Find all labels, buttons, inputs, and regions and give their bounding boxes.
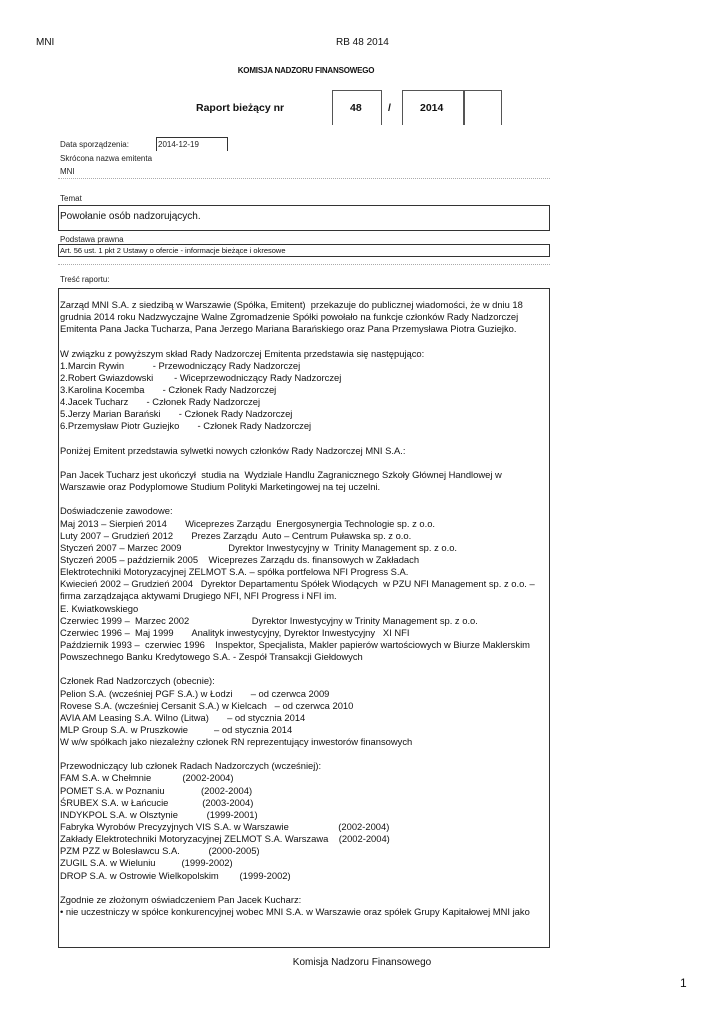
content-line: ZUGIL S.A. w Wieluniu (1999-2002) [60,857,233,869]
content-line: Członek Rad Nadzorczych (obecnie): [60,675,215,687]
legal-label: Podstawa prawna [60,235,124,244]
report-content [58,288,550,948]
content-line: PZM PZZ w Bolesławcu S.A. (2000-2005) [60,845,260,857]
date-value: 2014-12-19 [158,140,199,149]
content-line: FAM S.A. w Chełmnie (2002-2004) [60,772,234,784]
topic-label: Temat [60,194,82,203]
content-line [60,493,549,505]
content-line [60,748,549,760]
content-line: ŚRUBEX S.A. w Łańcucie (2003-2004) [60,796,254,808]
content-line: Przewodniczący lub członek Radach Nadzorczych (wcześniej): [60,760,322,772]
separator [58,178,550,179]
content-line: 2.Robert Gwiazdowski - Wiceprzewodniczący Rady Nadzorczej [60,371,342,383]
content-line: W w/w spółkach jako niezależny członek RN reprezentujący inwestorów finansowych [60,736,413,748]
date-label: Data sporządzenia: [60,140,129,149]
content-line: Zgodnie ze złożonym oświadczeniem Pan Jacek Kucharz: [60,893,302,905]
content-line: Czerwiec 1999 – Marzec 2002 Dyrektor Inwestycyjny w Trinity Management sp. z o.o. [60,614,478,626]
content-line: grudnia 2014 roku Nadzwyczajne Walne Zgromadzenie Spółki powołało na funkcje członków Rady Nadzorczej [60,311,519,323]
content-line: Maj 2013 – Sierpień 2014 Wiceprezes Zarządu Energosynergia Technologie sp. z o.o. [60,517,436,529]
content-line: INDYKPOL S.A. w Olsztynie (1999-2001) [60,808,258,820]
commission-title: KOMISJA NADZORU FINANSOWEGO [237,66,375,75]
header-report-id: RB 48 2014 [336,37,389,48]
content-line: Czerwiec 1996 – Maj 1999 Analityk inwestycyjny, Dyrektor Inwestycyjny XI NFI [60,626,410,638]
content-line: POMET S.A. w Poznaniu (2002-2004) [60,784,253,796]
content-line: Październik 1993 – czerwiec 1996 Inspektor, Specjalista, Makler papierów wartościowych w Biurze Maklerskim [60,638,530,650]
separator [58,264,550,265]
footer-text: Komisja Nadzoru Finansowego [292,957,432,968]
content-line: Emitenta Pana Jacka Tucharza, Pana Jerzego Mariana Barańskiego oraz Pana Przemysława Piotra Guziejko. [60,323,517,335]
content-line: Warszawie oraz Podyplomowe Studium Polityki Marketingowej na tej uczelni. [60,481,381,493]
content-line: Styczeń 2007 – Marzec 2009 Dyrektor Inwestycyjny w Trinity Management sp. z o.o. [60,541,458,553]
report-year: 2014 [420,102,444,114]
content-line: E. Kwiatkowskiego [60,602,139,614]
content-line: Styczeń 2005 – październik 2005 Wiceprezes Zarządu ds. finansowych w Zakładach [60,553,420,565]
header-issuer: MNI [36,37,55,48]
content-line [60,663,549,675]
content-line: 3.Karolina Kocemba - Członek Rady Nadzorczej [60,383,277,395]
report-number: 48 [350,102,362,114]
content-line: Elektrotechniki Motoryzacyjnej ZELMOT S.A. – spółka portfelowa NFI Progress S.A. [60,566,409,578]
content-line [60,335,549,347]
report-label: Raport bieżący nr [196,102,285,114]
content-line: Zakłady Elektrotechniki Motoryzacyjnej ZELMOT S.A. Warszawa (2002-2004) [60,833,390,845]
content-line [60,882,549,894]
issuer-label: Skrócona nazwa emitenta [60,154,153,163]
content-line: Pelion S.A. (wcześniej PGF S.A.) w Łodzi – od czerwca 2009 [60,687,330,699]
issuer-value: MNI [60,167,75,176]
content-line: W związku z powyższym skład Rady Nadzorczej Emitenta przedstawia się następująco: [60,347,425,359]
content-label: Treść raportu: [60,275,110,284]
content-line: Doświadczenie zawodowe: [60,505,173,517]
content-lines [59,289,549,918]
content-line: 4.Jacek Tucharz - Członek Rady Nadzorczej [60,396,261,408]
content-line: Pan Jacek Tucharz jest ukończył studia na Wydziale Handlu Zagranicznego Szkoły Głównej Handlowej w [60,468,502,480]
content-line: Powszechnego Banku Kredytowego S.A. - Zespół Transakcji Giełdowych [60,651,363,663]
content-line: Fabryka Wyrobów Precyzyjnych VIS S.A. w Warszawie (2002-2004) [60,821,390,833]
report-slash: / [388,102,391,114]
content-line: Kwiecień 2002 – Grudzień 2004 Dyrektor Departamentu Spółek Wiodących w PZU NFI Management sp. z o.o. – [60,578,535,590]
content-line: MLP Group S.A. w Pruszkowie – od stycznia 2014 [60,723,293,735]
content-line: 6.Przemysław Piotr Guziejko - Członek Rady Nadzorczej [60,420,312,432]
content-line: AVIA AM Leasing S.A. Wilno (Litwa) – od stycznia 2014 [60,711,306,723]
content-line: Luty 2007 – Grudzień 2012 Prezes Zarządu Auto – Centrum Puławska sp. z o.o. [60,529,412,541]
page-number: 1 [680,976,687,990]
content-line: 5.Jerzy Marian Barański - Członek Rady Nadzorczej [60,408,293,420]
content-line: 1.Marcin Rywin - Przewodniczący Rady Nadzorczej [60,359,301,371]
legal-value: Art. 56 ust. 1 pkt 2 Ustawy o ofercie - informacje bieżące i okresowe [60,246,286,255]
content-line: Zarząd MNI S.A. z siedzibą w Warszawie (Spółka, Emitent) przekazuje do publicznej wiadomości, że w dniu 18 [60,299,523,310]
content-line [60,457,549,469]
content-line: firma zarządzająca aktywami Drugiego NFI, NFI Progress i NFI im. [60,590,337,602]
content-line [60,433,549,445]
report-empty-cell [464,90,502,125]
content-line: Rovese S.A. (wcześniej Cersanit S.A.) w Kielcach – od czerwca 2010 [60,699,354,711]
content-line: DROP S.A. w Ostrowie Wielkopolskim (1999-2002) [60,869,291,881]
content-line: Poniżej Emitent przedstawia sylwetki nowych członków Rady Nadzorczej MNI S.A.: [60,444,406,456]
content-line: • nie uczestniczy w spółce konkurencyjnej wobec MNI S.A. w Warszawie oraz spółek Grupy Kapitałowej MNI jako [60,906,530,918]
topic-value: Powołanie osób nadzorujących. [60,211,201,222]
